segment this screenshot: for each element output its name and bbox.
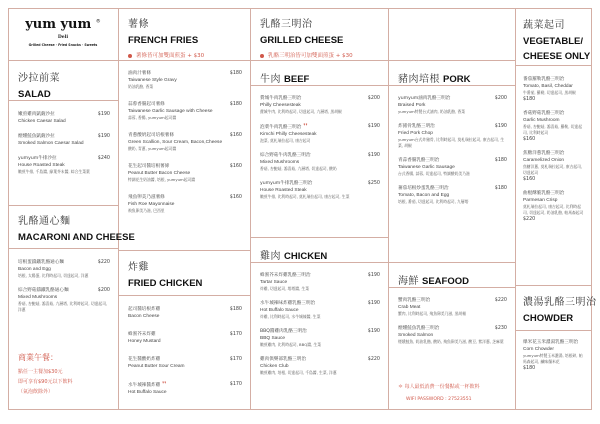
section-title-en: VEGETABLE/ bbox=[523, 36, 583, 47]
item-name-zh bbox=[260, 124, 308, 131]
item-name-en: Mixed Mushrooms bbox=[260, 160, 300, 165]
promo-line: （氣泡飲除外） bbox=[18, 389, 54, 395]
bullet-icon bbox=[260, 54, 264, 58]
item-name-en: BBQ Sauce bbox=[260, 336, 286, 341]
item-name-en: Philly Cheesesteak bbox=[260, 103, 301, 108]
item-description: yumyum特製台式滷肉, 奶油乳酪, 香菜 bbox=[398, 109, 466, 114]
divider bbox=[250, 237, 388, 238]
item-price: $190 bbox=[97, 134, 110, 139]
item-name-zh-text: 蜂蜜芥末炸雞 bbox=[128, 332, 156, 337]
section-title-en: SEAFOOD bbox=[422, 276, 469, 287]
section-header-fried-chicken bbox=[118, 258, 202, 289]
item-description: 嫩煎牛排, 比利時起司, 莫札瑞拉起司, 康吉起司, 生菜 bbox=[260, 194, 350, 199]
item-name-zh-text: 費城牛肉乳酪三明治 bbox=[260, 96, 302, 101]
item-description: 培根, 太陽蛋, 比利時起司, 切達起司, 洋蔥 bbox=[18, 273, 89, 278]
menu-item bbox=[128, 332, 242, 345]
item-description: 嫩煎雞肉, 培根, 切達起司, 千島醬, 生菜, 洋蔥 bbox=[260, 370, 337, 375]
item-description: 牛番茄, 羅勒, 切達起司, 黑胡椒 bbox=[523, 90, 576, 95]
item-name-zh-text: 嫩煎雞肉凱薩沙拉 bbox=[18, 112, 55, 117]
menu-item bbox=[260, 153, 380, 172]
item-name-en: Bacon Cheese bbox=[128, 314, 160, 319]
item-description: 培根, 番茄, 切達起司, 比利時起司, 九層塔 bbox=[398, 199, 469, 204]
divider bbox=[250, 60, 515, 61]
item-name-en: House Roasted Steak bbox=[260, 188, 307, 193]
item-price: $220 bbox=[494, 298, 507, 303]
item-description: 焦糖洋蔥, 莫札瑞拉起司, 康吉起司, 切達起司 bbox=[523, 164, 583, 175]
beef-items bbox=[250, 96, 388, 209]
item-name-zh-text: 煙燻鮭魚凱薩沙拉 bbox=[18, 134, 55, 139]
spicy-icon: ❜❜ bbox=[303, 123, 308, 130]
item-price: $160 bbox=[229, 133, 242, 138]
section-title-en: CHOWDER bbox=[523, 313, 574, 324]
item-name-en: Peanut Butter Bacon Cheese bbox=[128, 171, 191, 176]
divider bbox=[118, 250, 250, 251]
menu-item bbox=[128, 382, 242, 396]
item-name-en: Hot Buffalo Sauce bbox=[260, 308, 299, 313]
item-description: 特調花生奶油醬, 培根, yumyum起司醬 bbox=[128, 177, 196, 182]
promo-title: 商業午餐： bbox=[18, 353, 58, 362]
section-title-en: CHICKEN bbox=[284, 251, 328, 262]
logo-name: yum yum bbox=[25, 17, 92, 32]
divider bbox=[515, 285, 592, 286]
item-name-en: Kimchi Philly Cheesesteak bbox=[260, 132, 317, 137]
item-name-zh-text: 泡菜牛肉乳酪三明治 bbox=[260, 125, 302, 130]
section-header-chowder bbox=[515, 293, 597, 324]
section-title-zh: 乳酪通心麵 bbox=[18, 216, 71, 227]
item-name-en: Hot Buffalo Sauce bbox=[128, 390, 167, 395]
divider bbox=[515, 65, 592, 66]
section-header-chicken bbox=[250, 244, 327, 263]
item-name-zh-text: 蟹肉乳酪三明治 bbox=[398, 298, 431, 303]
item-name-row bbox=[260, 124, 380, 131]
divider bbox=[8, 60, 118, 61]
item-description: 嫩煎雞肉, 比利時起司, BBQ醬, 生菜 bbox=[260, 342, 322, 347]
bullet-icon bbox=[128, 54, 132, 58]
section-header-mac bbox=[8, 212, 135, 243]
item-name-zh-text: 花生醬酸奶炸雞 bbox=[128, 357, 161, 362]
item-name-zh-text: 蒜蓉香腸起司薯條 bbox=[128, 102, 165, 107]
item-name-en: Tomato, Bacon and Egg bbox=[398, 193, 450, 198]
menu-item bbox=[260, 301, 380, 320]
lunch-promo bbox=[18, 352, 73, 397]
menu-item bbox=[18, 260, 110, 279]
item-price: $160 bbox=[523, 137, 536, 142]
item-description: 香菇, 杏鮑菇, 鴻喜菇, 九層塔, 比利時起司, 切達起司, 洋蔥 bbox=[18, 301, 108, 312]
item-name-en: Garlic Mushroom bbox=[523, 118, 560, 123]
section-title-en: FRIED CHICKEN bbox=[128, 278, 203, 289]
item-name-zh-text: 蜂蜜芥末炸雞乳酪三明治 bbox=[260, 273, 311, 278]
item-price: $230 bbox=[494, 326, 507, 331]
item-price: $160 bbox=[523, 177, 536, 182]
item-price: $190 bbox=[367, 273, 380, 278]
item-price: $180 bbox=[494, 158, 507, 163]
logo-sub: Deli bbox=[57, 35, 69, 40]
item-name-zh-text: 曲棍酥脆乳酪三明治 bbox=[523, 191, 565, 196]
minimum-charge-note: ＊ 每人最低消費一份餐點或一杯飲料 bbox=[398, 384, 480, 390]
item-price: $170 bbox=[229, 382, 242, 387]
item-name-en: Fish Roe Mayonnaise bbox=[128, 202, 175, 207]
item-name-zh-text: 番茄羅勒乳酪三明治 bbox=[523, 77, 565, 82]
item-name-en: Fried Pork Chop bbox=[398, 131, 433, 136]
section-title-zh: 牛肉 bbox=[260, 74, 281, 85]
logo-tagline: Grilled Cheese · Fried Snacks · Sweets bbox=[28, 43, 98, 47]
section-note: 乳酪三明治皆可加雙面煎蛋 + $30 bbox=[268, 53, 353, 59]
item-name-zh-text: 飛魚卵美乃滋薯條 bbox=[128, 195, 165, 200]
menu-item bbox=[128, 164, 242, 183]
menu-item bbox=[260, 357, 380, 376]
item-name-en: Parmesan Crisp bbox=[523, 198, 558, 203]
divider bbox=[8, 205, 118, 206]
item-name-zh-text: 蕃茄培根炒蛋乳酪三明治 bbox=[398, 186, 449, 191]
section-title-zh: 乳酪三明治 bbox=[260, 19, 313, 30]
item-name-row bbox=[128, 382, 242, 389]
menu-item bbox=[128, 71, 242, 90]
item-name-zh-text: 青蔥酸奶起司培根薯條 bbox=[128, 133, 174, 138]
item-name-zh-text: BBQ醬雞肉乳酪三明治 bbox=[260, 329, 307, 334]
menu-item bbox=[128, 133, 242, 152]
menu-item bbox=[398, 298, 507, 317]
section-title-zh: 薯條 bbox=[128, 19, 149, 30]
mac-items bbox=[8, 260, 118, 322]
section-title-en: PORK bbox=[443, 74, 471, 85]
item-description: 費城牛肉, 比利時起司, 切達起司, 九層塔, 黑胡椒 bbox=[260, 109, 342, 114]
item-description: 奶油乳酪, 香菜 bbox=[128, 84, 154, 89]
item-name-en: Tomato, Basil, Cheddar bbox=[523, 84, 573, 89]
item-description: 嫩煎牛排, 千島醬, 綠葉芥末醬, 綜合生菜葉 bbox=[18, 169, 90, 174]
promo-line: 點任一主餐加$30元 bbox=[18, 369, 63, 375]
item-name-en: Honey Mustard bbox=[128, 339, 161, 344]
item-name-zh-text: 花生起司醬培根薯條 bbox=[128, 164, 170, 169]
item-price: $190 bbox=[367, 153, 380, 158]
item-name-en: House Roasted Steak bbox=[18, 163, 65, 168]
item-price: $180 bbox=[229, 307, 242, 312]
item-price: $200 bbox=[97, 288, 110, 293]
item-name-zh-text: yumyum牛排乳酪三明治 bbox=[260, 181, 313, 186]
menu-item bbox=[128, 357, 242, 370]
chicken-items bbox=[250, 273, 388, 385]
menu-item bbox=[398, 124, 507, 149]
item-name-zh-text: yumyum滷肉乳酪三明治 bbox=[398, 96, 451, 101]
item-price: $190 bbox=[367, 329, 380, 334]
item-name-en: Crab Meat bbox=[398, 305, 421, 310]
section-note: 薯條皆可加雙面煎蛋 + $30 bbox=[136, 53, 205, 59]
section-title-en: BEEF bbox=[284, 74, 310, 85]
item-price: $200 bbox=[367, 96, 380, 101]
item-name-en: Taiwanese Style Gravy bbox=[128, 78, 177, 83]
item-name-zh-text: 起司醬培根炸雞 bbox=[128, 307, 161, 312]
item-price: $200 bbox=[494, 96, 507, 101]
fried-chicken-items bbox=[118, 307, 250, 408]
item-name-zh-text: 綜合野菇鑄鐵乳酪通心麵 bbox=[18, 288, 69, 293]
menu-item bbox=[18, 112, 110, 125]
item-name-zh-text: 水牛城辣味炸雞乳酪三明治 bbox=[260, 301, 316, 306]
item-name-en: Smoked Salmon Caesar Salad bbox=[18, 141, 84, 146]
item-description: 泡菜, 莫札瑞拉起司, 康吉起司 bbox=[260, 138, 311, 143]
item-name-en: Green Scallion, Sour Cream, Bacon,Cheese bbox=[128, 140, 223, 145]
item-name-zh-text: 雞肉俱樂部乳酪三明治 bbox=[260, 357, 306, 362]
item-price: $180 bbox=[523, 366, 536, 371]
item-name-en: Bacon and Egg bbox=[18, 267, 51, 272]
menu-item bbox=[260, 96, 380, 115]
pork-items bbox=[388, 96, 515, 214]
item-description: yumyum台式炸豬骨, 比利時起司, 莫札瑞拉起司, 康吉起司, 生菜, 胡椒 bbox=[398, 137, 505, 148]
item-name-en: Braised Pork bbox=[398, 103, 426, 108]
menu-item bbox=[18, 156, 110, 175]
section-title-zh: 豬肉培根 bbox=[398, 74, 440, 85]
section-header-beef bbox=[250, 67, 309, 86]
section-title-en: SALAD bbox=[18, 89, 51, 100]
menu-item bbox=[398, 186, 507, 205]
item-price: $190 bbox=[367, 301, 380, 306]
item-description: 蒜蓉, 香腸, yumyum起司醬 bbox=[128, 115, 177, 120]
item-description: 酸奶, 青蔥, yumyum起司醬 bbox=[128, 146, 177, 151]
item-price: $160 bbox=[229, 164, 242, 169]
item-name-zh-text: 焦糖洋蔥乳酪三明治 bbox=[523, 151, 565, 156]
item-price: $220 bbox=[523, 217, 536, 222]
item-description: 台式香腸, 蒜蓉, 切達起司, 特調酸奶美乃滋 bbox=[398, 171, 470, 176]
item-description: 香菇, 杏鮑菇, 鴻喜菇, 羅勒, 切達起司, 比利時起司 bbox=[523, 124, 583, 135]
divider bbox=[118, 60, 250, 61]
menu-item bbox=[18, 134, 110, 147]
item-price: $220 bbox=[97, 260, 110, 265]
item-price: $250 bbox=[367, 181, 380, 186]
menu-item bbox=[523, 191, 584, 223]
item-name-zh-text: 滷肉汁薯條 bbox=[128, 71, 151, 76]
item-name-zh-text: 香菇野菇乳酪三明治 bbox=[523, 111, 565, 116]
section-header-grilled-cheese bbox=[250, 15, 353, 59]
item-price: $240 bbox=[97, 156, 110, 161]
divider bbox=[388, 262, 515, 263]
menu-item bbox=[18, 288, 110, 313]
item-name-en: Chicken Caesar Salad bbox=[18, 119, 66, 124]
item-price: $180 bbox=[523, 97, 536, 102]
chowder-items bbox=[515, 340, 592, 384]
section-title-en: FRENCH FRIES bbox=[128, 35, 199, 46]
item-description: yumyum特製玉米濃湯, 培根碎, 帕馬森起司, 鹹味爆米花 bbox=[523, 353, 583, 364]
item-name-zh-text: 培根蛋鑄鐵乳酪通心麵 bbox=[18, 260, 64, 265]
item-name-en: Corn Chowder bbox=[523, 347, 554, 352]
footer-notes bbox=[398, 383, 480, 402]
item-price: $180 bbox=[229, 102, 242, 107]
item-price: $220 bbox=[367, 357, 380, 362]
item-name-zh-text: 青蒜香腸乳酪三明治 bbox=[398, 158, 440, 163]
item-description: 莫札瑞拉起司, 康吉起司, 比利時起司, 切達起司, 奶油乳酪, 帕馬森起司 bbox=[523, 204, 584, 215]
menu-item bbox=[128, 195, 242, 214]
item-name-en: Mixed Mushrooms bbox=[18, 295, 58, 300]
item-price: $190 bbox=[494, 124, 507, 129]
divider bbox=[515, 330, 592, 331]
item-name-en: Tartar Sauce bbox=[260, 280, 288, 285]
item-price: $180 bbox=[229, 71, 242, 76]
logo bbox=[8, 8, 118, 60]
menu-item bbox=[523, 111, 584, 143]
promo-line: 即可享有$90元以下飲料 bbox=[18, 379, 73, 385]
vegetable-items bbox=[515, 77, 592, 231]
menu-item bbox=[128, 102, 242, 121]
item-description: 炸雞, 比利時起司, 水牛城辣醬, 生菜 bbox=[260, 314, 321, 319]
section-title-zh: 沙拉前菜 bbox=[18, 73, 60, 84]
menu-item bbox=[128, 307, 242, 320]
fries-items bbox=[118, 71, 250, 226]
registered-mark: ® bbox=[95, 18, 101, 25]
section-header-fries bbox=[118, 15, 204, 59]
item-description: 煙燻鮭魚, 奶油乳酪, 酸奶, 飛魚卵美乃滋, 酸豆, 紫洋蔥, 芝麻葉 bbox=[398, 339, 504, 344]
item-name-zh bbox=[128, 382, 166, 389]
section-header-salad bbox=[8, 69, 60, 100]
item-name-en: Caramelized Onion bbox=[523, 158, 565, 163]
menu-item bbox=[260, 329, 380, 348]
spicy-icon: ❜❜ bbox=[162, 381, 167, 388]
section-title-zh: 雞肉 bbox=[260, 251, 281, 262]
section-header-vegetable bbox=[515, 16, 590, 62]
salad-items bbox=[8, 112, 118, 184]
section-title-en: GRILLED CHEESE bbox=[260, 35, 344, 46]
section-title-zh: 海鮮 bbox=[398, 276, 419, 287]
menu-item bbox=[398, 326, 507, 345]
wifi-password: WIFI PASSWORD : 27523551 bbox=[406, 397, 472, 402]
item-name-en: Chicken Club bbox=[260, 364, 289, 369]
menu-item bbox=[398, 96, 507, 115]
section-header-seafood bbox=[388, 269, 469, 288]
menu-item bbox=[260, 273, 380, 292]
divider bbox=[118, 295, 250, 296]
section-title-en: CHEESE ONLY bbox=[523, 51, 591, 62]
item-name-zh-text: 煙燻鮭魚乳酪三明治 bbox=[398, 326, 440, 331]
item-description: 炸雞, 切達起司, 塔塔醬, 生菜 bbox=[260, 286, 310, 291]
item-description: 蟹肉, 比利時起司, 飛魚卵美乃滋, 黑胡椒 bbox=[398, 311, 466, 316]
item-price: $190 bbox=[97, 112, 110, 117]
menu-item bbox=[260, 124, 380, 144]
menu-item bbox=[523, 151, 584, 183]
section-title-en: MACARONI AND CHEESE bbox=[18, 232, 135, 243]
item-name-zh-text: 爆米花玉米濃湯乳酪三明治 bbox=[523, 340, 579, 345]
menu-item bbox=[523, 340, 584, 372]
item-name-zh-text: yumyum牛排沙拉 bbox=[18, 156, 57, 161]
section-header-pork bbox=[388, 67, 470, 86]
item-price: $170 bbox=[229, 357, 242, 362]
item-price: $160 bbox=[229, 195, 242, 200]
item-price: $180 bbox=[494, 186, 507, 191]
item-name-zh-text: 綜合野菇牛肉乳酪三明治 bbox=[260, 153, 311, 158]
item-description: 飛魚卵美乃滋, 巴西里 bbox=[128, 208, 165, 213]
item-description: 香菇, 杏鮑菇, 鴻喜菇, 九層塔, 切達起司, 酸奶 bbox=[260, 166, 337, 171]
item-price: $170 bbox=[229, 332, 242, 337]
divider bbox=[8, 248, 118, 249]
item-name-en: Taiwanese Garlic Sausage bbox=[398, 165, 455, 170]
item-name-zh-text: 炸豬骨乳酪三明治 bbox=[398, 124, 435, 129]
item-name-en: Peanut Butter Sour Cream bbox=[128, 364, 185, 369]
menu-item bbox=[398, 158, 507, 177]
section-title-zh: 炸雞 bbox=[128, 262, 149, 273]
item-name-zh-text: 水牛城辣醬炸雞 bbox=[128, 383, 161, 388]
menu-item bbox=[523, 77, 584, 103]
item-name-en: Taiwanese Garlic Sausage with Cheese bbox=[128, 109, 213, 114]
section-title-zh: 蔬菜起司 bbox=[523, 20, 565, 31]
menu-item bbox=[260, 181, 380, 200]
seafood-items bbox=[388, 298, 515, 354]
divider bbox=[8, 100, 118, 101]
item-price: $190 bbox=[367, 124, 380, 129]
item-name-en: Smoked Salmon bbox=[398, 333, 434, 338]
section-title-zh: 濃湯乳酪三明治 bbox=[523, 297, 597, 308]
